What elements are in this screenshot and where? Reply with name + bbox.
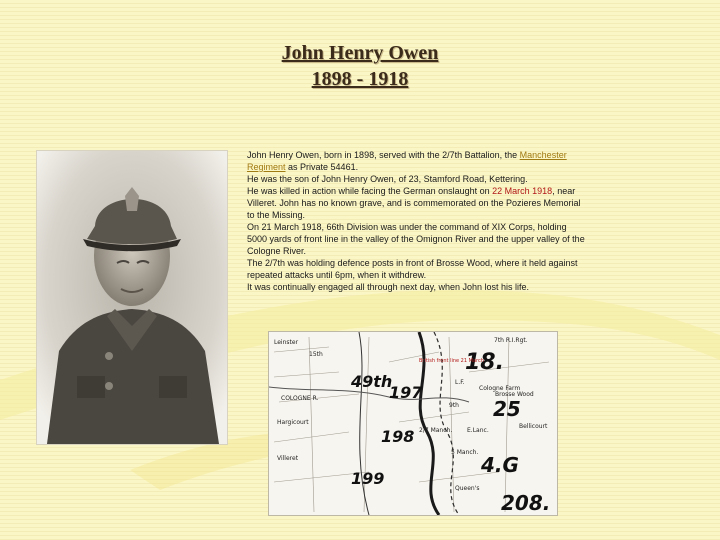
map-label-199: 199 (351, 469, 385, 488)
trench-map-image (269, 332, 557, 515)
map-small-label: 15th (309, 351, 323, 358)
map-small-label: Queen's (455, 485, 480, 492)
map-label-208: 208. (501, 491, 551, 515)
title-block (0, 40, 720, 92)
bio-paragraph-death: He was killed in action while facing the German onslaught on 22 March 1918, near Villeret. John has no known grave, and is commemorated on the Pozieres Memorial to the Missing. (247, 186, 581, 220)
bio-paragraph-defence: The 2/7th was holding defence posts in front of Brosse Wood, where it held against repeated attacks until 6pm, when it withdrew. (247, 258, 578, 280)
manchester-regiment-link[interactable]: Manchester Regiment (247, 150, 567, 172)
portrait-photo (37, 151, 227, 444)
map-small-label: Leinster (274, 339, 299, 346)
page-title: John Henry Owen (281, 42, 439, 64)
map-small-label: Brosse Wood (495, 391, 534, 398)
map-small-label: 5 Manch. (451, 449, 479, 456)
map-small-label: 7th R.I.Rgt. (494, 337, 528, 344)
page-subtitle-years: 1898 - 1918 (311, 68, 409, 90)
bio-paragraph-division: On 21 March 1918, 66th Division was under the command of XIX Corps, holding 5000 yards of front line in the valley of the Omignon River and the upper valley of the Cologne River. (247, 222, 585, 256)
map-small-label: 2/7 Manch. (419, 427, 453, 434)
map-small-label: Villeret (277, 455, 299, 462)
map-label-4g: 4.G (481, 453, 519, 477)
map-red-note: British front line 21 March (419, 358, 484, 364)
death-date: 22 March 1918 (492, 186, 553, 196)
bio-paragraph-final: It was continually engaged all through next day, when John lost his life. (247, 282, 530, 292)
map-small-label: Hargicourt (277, 419, 309, 426)
map-label-25: 25 (493, 397, 521, 421)
trench-map (268, 331, 558, 516)
map-label-18: 18. (465, 350, 504, 375)
map-small-label: COLOGNE R. (281, 395, 319, 402)
map-label-197: 197 (389, 383, 423, 402)
bio-paragraph-service: John Henry Owen, born in 1898, served with the 2/7th Battalion, the Manchester Regiment as Private 54461. (247, 150, 567, 172)
map-label-49th: 49th (351, 372, 393, 391)
map-small-label: Cologne Farm (479, 385, 521, 392)
map-small-label: E.Lanc. (467, 427, 489, 434)
portrait-image (37, 151, 227, 444)
biography-text (247, 149, 587, 293)
map-label-198: 198 (381, 427, 415, 446)
map-small-label: 9th (449, 402, 459, 409)
bio-paragraph-family: He was the son of John Henry Owen, of 23, Stamford Road, Kettering. (247, 174, 528, 184)
map-small-label: Bellicourt (519, 423, 548, 430)
map-small-label: L.F. (455, 379, 465, 386)
